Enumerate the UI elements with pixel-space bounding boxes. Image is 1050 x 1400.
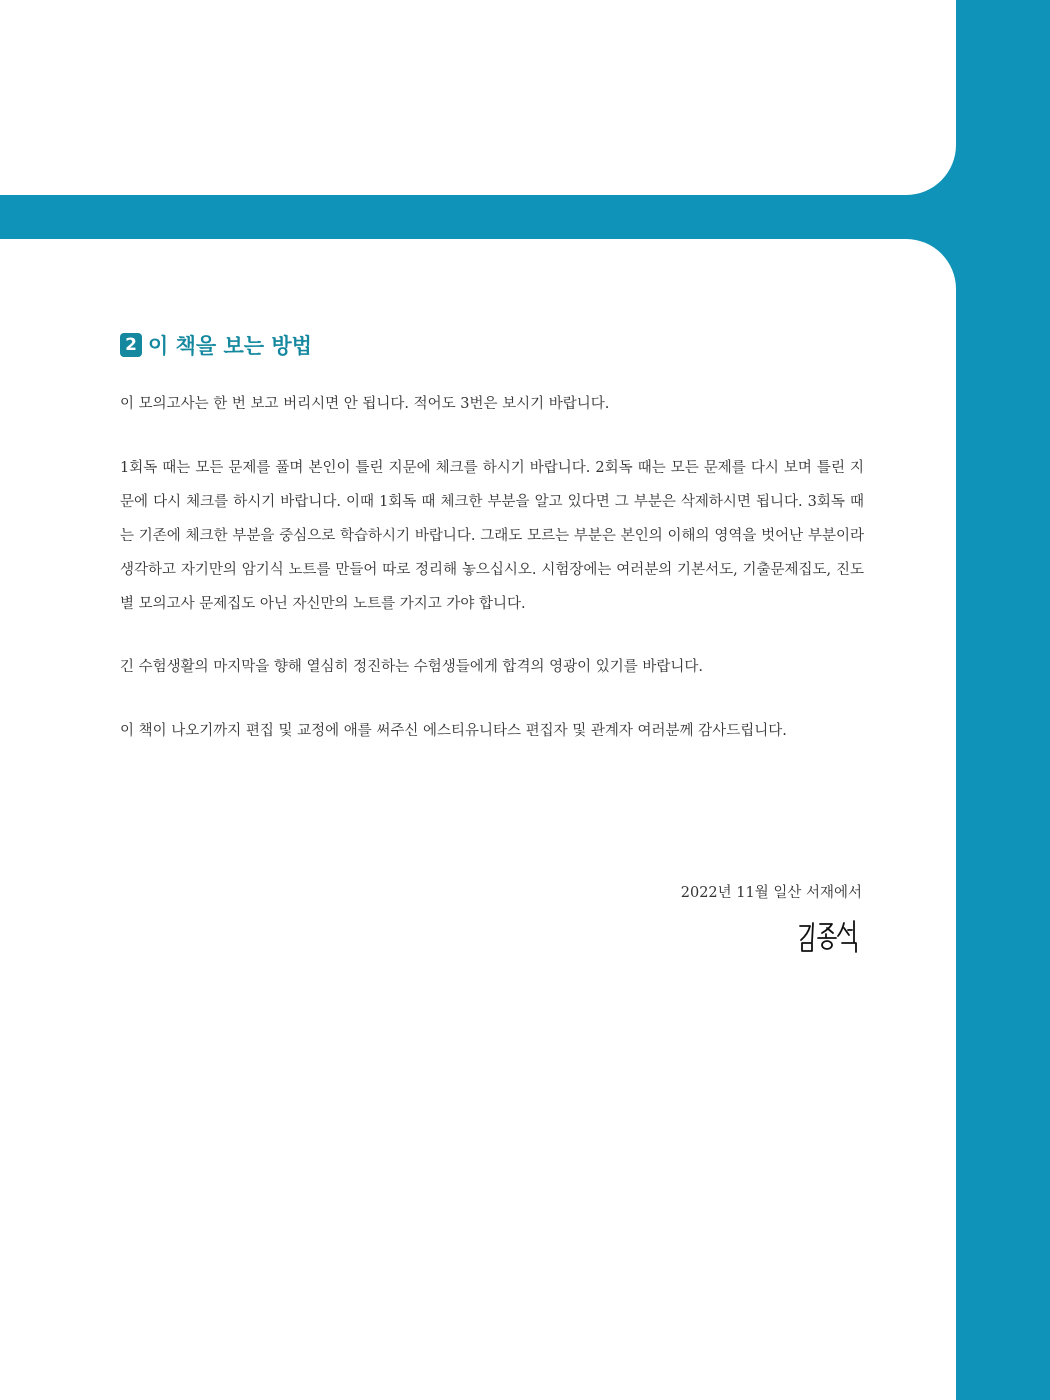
paragraph-intro: 이 모의고사는 한 번 보고 버리시면 안 됩니다. 적어도 3번은 보시기 바랍니다.: [120, 396, 610, 412]
section-heading: [120, 330, 312, 360]
section-title: 이 책을 보는 방법: [148, 334, 312, 358]
section-number-badge: 2: [120, 333, 142, 357]
paragraph-method: 1회독 때는 모든 문제를 풀며 본인이 틀린 지문에 체크를 하시기 바랍니다. 2회독 때는 모든 문제를 다시 보며 틀린 지문에 다시 체크를 하시기 바랍니다. 이때 1회독 때 체크한 부분을 알고 있다면 그 부분은 삭제하시면 됩니다. 3회독 때는 기존에 체크한 부분을 중심으로 학습하시기 바랍니다. 그래도 모르는 부분은 본인의 이해의 영역을 벗어난 부분이라 생각하고 자기만의 암기식 노트를 만들어 따로 정리해 놓으십시오. 시험장에는 여러분의 기본서도, 기출문제집도, 진도별 모의고사 문제집도 아닌 자신만의 노트를 가지고 가야 합니다.: [120, 460, 864, 612]
signature-drawing: [796, 918, 866, 954]
paragraph-thanks: 이 책이 나오기까지 편집 및 교정에 애를 써주신 에스티유니타스 편집자 및 관계자 여러분께 감사드립니다.: [120, 723, 787, 739]
handwritten-signature: [796, 918, 866, 954]
signoff-date-place: 2022년 11월 일산 서재에서: [680, 885, 862, 901]
paragraph-wish: 긴 수험생활의 마지막을 향해 열심히 정진하는 수험생들에게 합격의 영광이 있기를 바랍니다.: [120, 659, 703, 675]
horizontal-accent-band: [0, 195, 1000, 239]
right-accent-bar: [956, 0, 1050, 1400]
